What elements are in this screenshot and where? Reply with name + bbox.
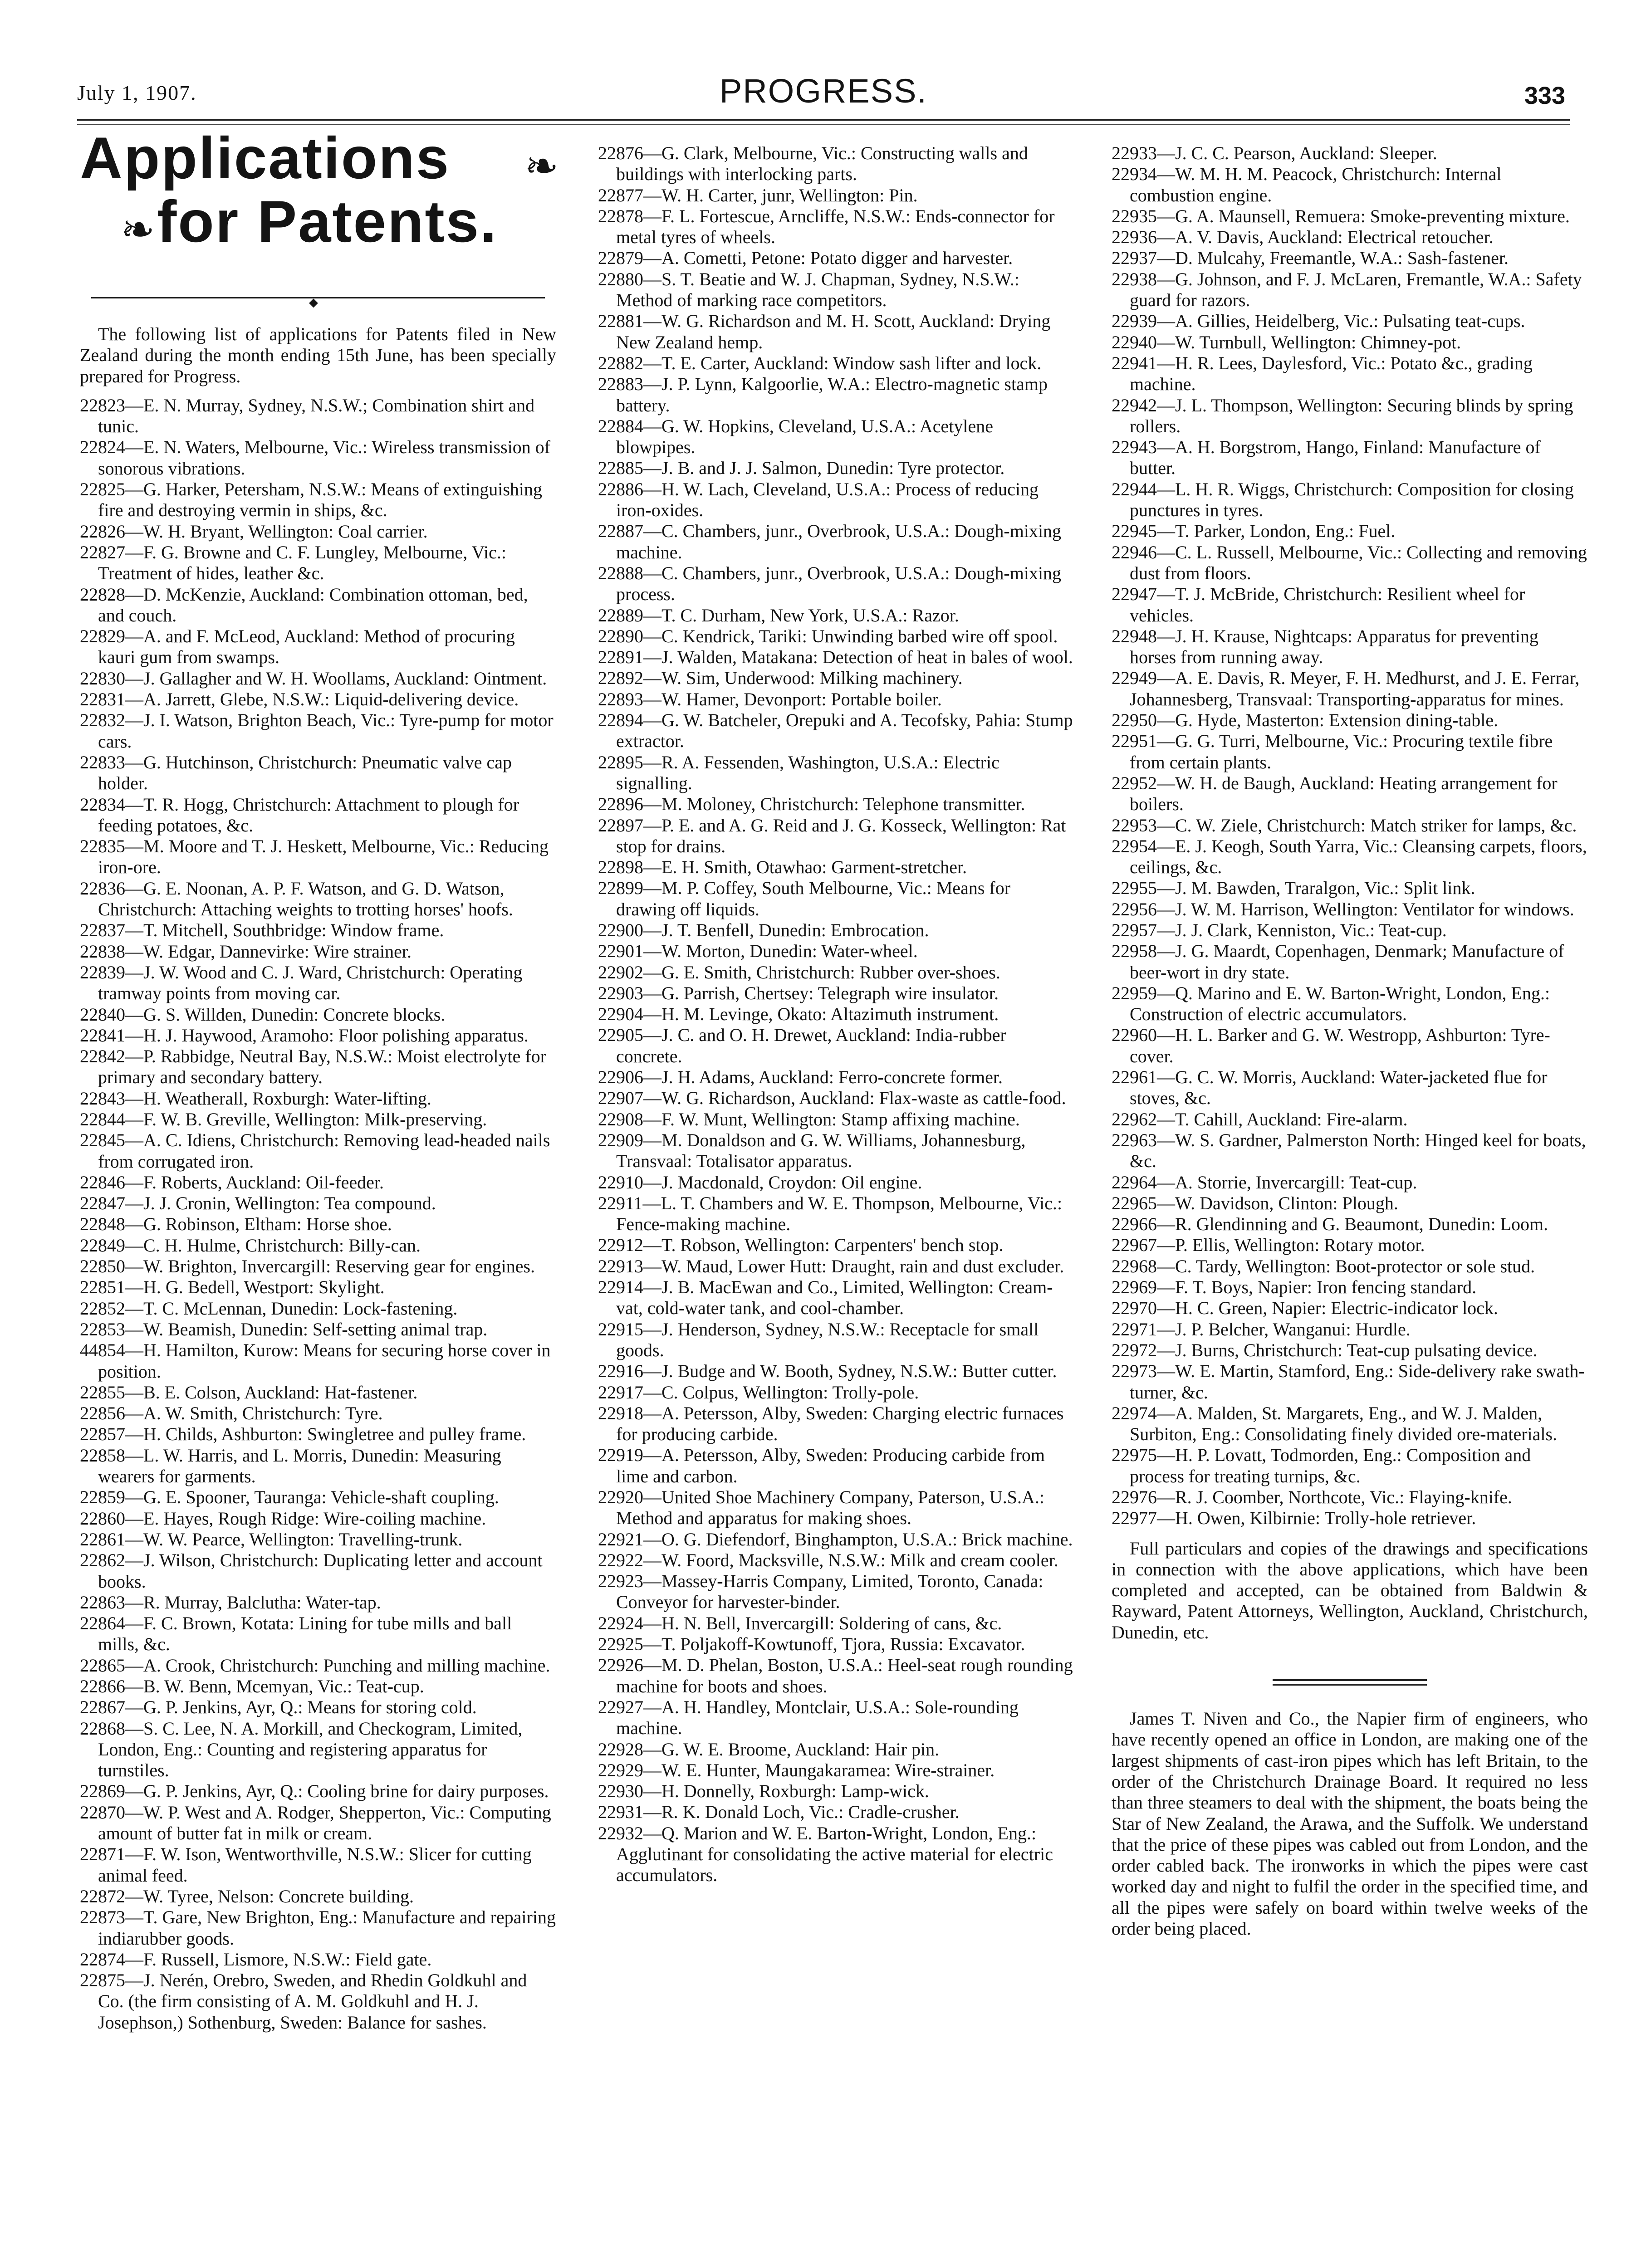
patent-entry: 22826—W. H. Bryant, Wellington: Coal carrier. bbox=[80, 521, 428, 542]
patent-entry: 22954—E. J. Keogh, South Yarra, Vic.: Cleansing carpets, floors, ceilings, &c. bbox=[1112, 836, 1587, 878]
patent-entry: 22895—R. A. Fessenden, Washington, U.S.A.: Electric signalling. bbox=[598, 752, 999, 793]
patent-entry: 22892—W. Sim, Underwood: Milking machinery. bbox=[598, 668, 963, 689]
patent-entry: 22830—J. Gallagher and W. H. Woollams, Auckland: Ointment. bbox=[80, 668, 547, 689]
patent-entry: 22963—W. S. Gardner, Palmerston North: Hinged keel for boats, &c. bbox=[1112, 1129, 1586, 1172]
patent-entry: 22898—E. H. Smith, Otawhao: Garment-stretcher. bbox=[598, 857, 967, 878]
patent-entry: 22886—H. W. Lach, Cleveland, U.S.A.: Process of reducing iron-oxides. bbox=[598, 479, 1039, 521]
patent-entry: 22824—E. N. Waters, Melbourne, Vic.: Wireless transmission of sonorous vibrations. bbox=[80, 437, 551, 479]
patent-entry: 22910—J. Macdonald, Croydon: Oil engine. bbox=[598, 1172, 922, 1193]
patent-entry: 22885—J. B. and J. J. Salmon, Dunedin: Tyre protector. bbox=[598, 458, 1005, 479]
patent-entry: 22904—H. M. Levinge, Okato: Altazimuth instrument. bbox=[598, 1004, 999, 1025]
patent-entry: 22966—R. Glendinning and G. Beaumont, Dunedin: Loom. bbox=[1112, 1214, 1548, 1235]
patent-entry: 22853—W. Beamish, Dunedin: Self-setting animal trap. bbox=[80, 1319, 488, 1339]
patent-entry: 22887—C. Chambers, junr., Overbrook, U.S.A.: Dough-mixing machine. bbox=[598, 521, 1062, 562]
patent-list-col3 bbox=[1112, 143, 1588, 1529]
patent-entry: 22919—A. Petersson, Alby, Sweden: Producing carbide from lime and carbon. bbox=[598, 1445, 1045, 1486]
patent-entry: 22935—G. A. Maunsell, Remuera: Smoke-preventing mixture. bbox=[1112, 205, 1570, 226]
patent-entry: 22847—J. J. Cronin, Wellington: Tea compound. bbox=[80, 1193, 436, 1214]
patent-entry: 22896—M. Moloney, Christchurch: Telephone transmitter. bbox=[598, 794, 1025, 815]
patent-entry: 22926—M. D. Phelan, Boston, U.S.A.: Heel-seat rough rounding machine for boots and shoes. bbox=[598, 1655, 1073, 1696]
patent-entry: 22842—P. Rabbidge, Neutral Bay, N.S.W.: Moist electrolyte for primary and secondary battery. bbox=[80, 1046, 547, 1088]
patent-entry: 22940—W. Turnbull, Wellington: Chimney-pot. bbox=[1112, 332, 1461, 352]
patent-entry: 22859—G. E. Spooner, Tauranga: Vehicle-shaft coupling. bbox=[80, 1487, 499, 1508]
news-item: James T. Niven and Co., the Napier firm of engineers, who have recently opened an office in London, are making one of the largest shipments of cast-iron pipes which has left Britain, to the order of the Christchurch Drainage Board. It required no less than three steamers to deal with the shipment, the boats being the Star of New Zealand, the Arawa, and the Suffolk. We understand that the price of these pipes was cabled out from London, and the order cabled back. The ironworks in which the pipes were cast worked day and night to fulfil the order in the specified time, and all the pipes were safely on board within twelve weeks of the order being placed. bbox=[1112, 1708, 1588, 1939]
patent-entry: 22914—J. B. MacEwan and Co., Limited, Wellington: Cream-vat, cold-water tank, and cool-chamber. bbox=[598, 1277, 1053, 1319]
section-divider bbox=[1273, 1679, 1427, 1686]
patent-entry: 22900—J. T. Benfell, Dunedin: Embrocation. bbox=[598, 919, 929, 940]
patent-entry: 22871—F. W. Ison, Wentworthville, N.S.W.: Slicer for cutting animal feed. bbox=[80, 1844, 532, 1886]
patent-entry: 22860—E. Hayes, Rough Ridge: Wire-coiling machine. bbox=[80, 1508, 486, 1529]
patent-entry: 22934—W. M. H. M. Peacock, Christchurch: Internal combustion engine. bbox=[1112, 164, 1502, 205]
patent-entry: 22961—G. C. W. Morris, Auckland: Water-jacketed flue for stoves, &c. bbox=[1112, 1067, 1548, 1109]
patent-entry: 22951—G. G. Turri, Melbourne, Vic.: Procuring textile fibre from certain plants. bbox=[1112, 731, 1553, 772]
patent-entry: 22906—J. H. Adams, Auckland: Ferro-concrete former. bbox=[598, 1067, 1003, 1088]
patent-entry: 22835—M. Moore and T. J. Heskett, Melbourne, Vic.: Reducing iron-ore. bbox=[80, 836, 549, 878]
publication-title: PROGRESS. bbox=[720, 72, 927, 110]
patent-entry: 22882—T. E. Carter, Auckland: Window sash lifter and lock. bbox=[598, 352, 1042, 373]
patent-entry: 22930—H. Donnelly, Roxburgh: Lamp-wick. bbox=[598, 1781, 929, 1802]
patent-entry: 22852—T. C. McLennan, Dunedin: Lock-fastening. bbox=[80, 1298, 458, 1319]
patent-entry: 22942—J. L. Thompson, Wellington: Securing blinds by spring rollers. bbox=[1112, 395, 1573, 436]
patent-entry: 22955—J. M. Bawden, Traralgon, Vic.: Split link. bbox=[1112, 878, 1475, 899]
patent-entry: 22880—S. T. Beatie and W. J. Chapman, Sydney, N.S.W.: Method of marking race competitors. bbox=[598, 269, 1019, 311]
patent-entry: 22918—A. Petersson, Alby, Sweden: Charging electric furnaces for producing carbide. bbox=[598, 1403, 1064, 1445]
patent-entry: 22834—T. R. Hogg, Christchurch: Attachment to plough for feeding potatoes, &c. bbox=[80, 794, 519, 836]
patent-entry: 22925—T. Poljakoff-Kowtunoff, Tjora, Russia: Excavator. bbox=[598, 1634, 1025, 1655]
patent-entry: 22946—C. L. Russell, Melbourne, Vic.: Collecting and removing dust from floors. bbox=[1112, 542, 1587, 583]
patent-entry: 22857—H. Childs, Ashburton: Swingletree and pulley frame. bbox=[80, 1424, 526, 1445]
patent-entry: 22890—C. Kendrick, Tariki: Unwinding barbed wire off spool. bbox=[598, 626, 1058, 646]
patent-entry: 22883—J. P. Lynn, Kalgoorlie, W.A.: Electro-magnetic stamp battery. bbox=[598, 374, 1048, 415]
patent-entry: 22902—G. E. Smith, Christchurch: Rubber over-shoes. bbox=[598, 962, 1000, 982]
patent-entry: 22893—W. Hamer, Devonport: Portable boiler. bbox=[598, 689, 942, 709]
patent-entry: 22869—G. P. Jenkins, Ayr, Q.: Cooling brine for dairy purposes. bbox=[80, 1781, 549, 1802]
patent-list-col1 bbox=[80, 395, 556, 2033]
patent-entry: 22874—F. Russell, Lismore, N.S.W.: Field gate. bbox=[80, 1949, 432, 1970]
patent-entry: 22867—G. P. Jenkins, Ayr, Q.: Means for storing cold. bbox=[80, 1697, 477, 1718]
patent-entry: 22878—F. L. Fortescue, Arncliffe, N.S.W.: Ends-connector for metal tyres of wheels. bbox=[598, 205, 1055, 248]
patent-entry: 22836—G. E. Noonan, A. P. F. Watson, and G. D. Watson, Christchurch: Attaching weights to trotting horses' hoofs. bbox=[80, 878, 513, 920]
patent-entry: 22905—J. C. and O. H. Drewet, Auckland: India-rubber concrete. bbox=[598, 1025, 1006, 1066]
patent-entry: 22932—Q. Marion and W. E. Barton-Wright, London, Eng.: Agglutinant for consolidating the active material for electric accumulators. bbox=[598, 1823, 1053, 1886]
patent-entry: 22861—W. W. Pearce, Wellington: Travelling-trunk. bbox=[80, 1529, 463, 1549]
patent-entry: 22897—P. E. and A. G. Reid and J. G. Kosseck, Wellington: Rat stop for drains. bbox=[598, 815, 1066, 856]
patent-entry: 22947—T. J. McBride, Christchurch: Resilient wheel for vehicles. bbox=[1112, 584, 1525, 626]
patent-entry: 22959—Q. Marino and E. W. Barton-Wright, London, Eng.: Construction of electric accumulators. bbox=[1112, 982, 1550, 1025]
patent-entry: 22970—H. C. Green, Napier: Electric-indicator lock. bbox=[1112, 1298, 1498, 1319]
patent-entry: 22964—A. Storrie, Invercargill: Teat-cup. bbox=[1112, 1172, 1417, 1193]
patent-entry: 22975—H. P. Lovatt, Todmorden, Eng.: Composition and process for treating turnips, &c. bbox=[1112, 1445, 1531, 1486]
patent-entry: 22899—M. P. Coffey, South Melbourne, Vic.: Means for drawing off liquids. bbox=[598, 878, 1011, 919]
patent-entry: 22965—W. Davidson, Clinton: Plough. bbox=[1112, 1193, 1398, 1213]
patent-entry: 22829—A. and F. McLeod, Auckland: Method of procuring kauri gum from swamps. bbox=[80, 626, 515, 668]
patent-entry: 22967—P. Ellis, Wellington: Rotary motor. bbox=[1112, 1235, 1425, 1256]
patent-entry: 22913—W. Maud, Lower Hutt: Draught, rain and dust excluder. bbox=[598, 1256, 1064, 1276]
patent-entry: 22922—W. Foord, Macksville, N.S.W.: Milk and cream cooler. bbox=[598, 1549, 1058, 1570]
patent-entry: 22952—W. H. de Baugh, Auckland: Heating arrangement for boilers. bbox=[1112, 772, 1558, 815]
patent-entry: 22936—A. V. Davis, Auckland: Electrical retoucher. bbox=[1112, 227, 1494, 248]
patent-entry: 22828—D. McKenzie, Auckland: Combination ottoman, bed, and couch. bbox=[80, 584, 528, 626]
patent-entry: 22941—H. R. Lees, Daylesford, Vic.: Potato &c., grading machine. bbox=[1112, 352, 1533, 395]
patent-entry: 22929—W. E. Hunter, Maungakaramea: Wire-strainer. bbox=[598, 1760, 995, 1780]
patent-list-col2 bbox=[598, 143, 1074, 1886]
patent-entry: 22915—J. Henderson, Sydney, N.S.W.: Receptacle for small goods. bbox=[598, 1319, 1039, 1360]
patent-entry: 22858—L. W. Harris, and L. Morris, Dunedin: Measuring wearers for garments. bbox=[80, 1445, 501, 1487]
patent-entry: 22974—A. Malden, St. Margarets, Eng., and W. J. Malden, Surbiton, Eng.: Consolidating finely divided ore-materials. bbox=[1112, 1403, 1558, 1445]
patent-entry: 22873—T. Gare, New Brighton, Eng.: Manufacture and repairing indiarubber goods. bbox=[80, 1907, 556, 1949]
diamond-ornament-icon: ◆ bbox=[309, 296, 318, 309]
patent-entry: 22950—G. Hyde, Masterton: Extension dining-table. bbox=[1112, 710, 1499, 731]
leaf-ornament-icon: ❧ bbox=[524, 144, 559, 189]
patent-entry: 22956—J. W. M. Harrison, Wellington: Ventilator for windows. bbox=[1112, 899, 1574, 919]
patent-entry: 22958—J. G. Maardt, Copenhagen, Denmark; Manufacture of beer-wort in dry state. bbox=[1112, 941, 1564, 982]
patent-entry: 22877—W. H. Carter, junr, Wellington: Pin. bbox=[598, 185, 918, 205]
patent-entry: 22845—A. C. Idiens, Christchurch: Removing lead-headed nails from corrugated iron. bbox=[80, 1130, 550, 1172]
patent-entry: 22927—A. H. Handley, Montclair, U.S.A.: Sole-rounding machine. bbox=[598, 1696, 1019, 1739]
patent-entry: 22862—J. Wilson, Christchurch: Duplicating letter and account books. bbox=[80, 1550, 543, 1592]
patent-entry: 22933—J. C. C. Pearson, Auckland: Sleeper. bbox=[1112, 143, 1437, 163]
column-3 bbox=[1112, 143, 1588, 1957]
patent-entry: 22917—C. Colpus, Wellington: Trolly-pole. bbox=[598, 1382, 919, 1403]
patent-entry: 22875—J. Nerén, Orebro, Sweden, and Rhedin Goldkuhl and Co. (the firm consisting of A. M. Goldkuhl and H. J. Josephson,) Sothenburg, Sweden: Balance for sashes. bbox=[80, 1970, 527, 2033]
patent-entry: 22891—J. Walden, Matakana: Detection of heat in bales of wool. bbox=[598, 647, 1073, 668]
patent-entry: 22953—C. W. Ziele, Christchurch: Match striker for lamps, &c. bbox=[1112, 815, 1577, 836]
patent-entry: 22863—R. Murray, Balclutha: Water-tap. bbox=[80, 1592, 381, 1613]
patent-entry: 22920—United Shoe Machinery Company, Paterson, U.S.A.: Method and apparatus for making shoes. bbox=[598, 1487, 1044, 1529]
patent-entry: 22839—J. W. Wood and C. J. Ward, Christchurch: Operating tramway points from moving car. bbox=[80, 962, 523, 1004]
patent-entry: 22923—Massey-Harris Company, Limited, Toronto, Canada: Conveyor for harvester-binder. bbox=[598, 1571, 1043, 1613]
patent-entry: 22848—G. Robinson, Eltham: Horse shoe. bbox=[80, 1214, 392, 1235]
patent-entry: 22876—G. Clark, Melbourne, Vic.: Constructing walls and buildings with interlocking parts. bbox=[598, 143, 1028, 185]
patent-entry: 22901—W. Morton, Dunedin: Water-wheel. bbox=[598, 941, 918, 962]
patent-entry: 22908—F. W. Munt, Wellington: Stamp affixing machine. bbox=[598, 1109, 1020, 1129]
patent-entry: 22938—G. Johnson, and F. J. McLaren, Fremantle, W.A.: Safety guard for razors. bbox=[1112, 269, 1582, 311]
patent-entry: 22855—B. E. Colson, Auckland: Hat-fastener. bbox=[80, 1382, 418, 1403]
patent-entry: 22825—G. Harker, Petersham, N.S.W.: Means of extinguishing fire and destroying vermin in ships, &c. bbox=[80, 479, 543, 521]
article-title bbox=[80, 125, 559, 293]
patent-entry: 22865—A. Crook, Christchurch: Punching and milling machine. bbox=[80, 1655, 550, 1676]
leaf-ornament-icon: ❧ bbox=[121, 208, 155, 253]
patent-entry: 22912—T. Robson, Wellington: Carpenters' bench stop. bbox=[598, 1235, 1004, 1256]
patent-entry: 22831—A. Jarrett, Glebe, N.S.W.: Liquid-delivering device. bbox=[80, 689, 519, 710]
patent-entry: 22939—A. Gillies, Heidelberg, Vic.: Pulsating teat-cups. bbox=[1112, 311, 1525, 332]
article-intro: The following list of applications for Patents filed in New Zealand during the month ending 15th June, has been specially prepared for Progress. bbox=[80, 324, 556, 386]
patent-entry: 22976—R. J. Coomber, Northcote, Vic.: Flaying-knife. bbox=[1112, 1487, 1512, 1507]
patent-entry: 22843—H. Weatherall, Roxburgh: Water-lifting. bbox=[80, 1088, 431, 1109]
patent-entry: 22846—F. Roberts, Auckland: Oil-feeder. bbox=[80, 1172, 384, 1193]
article-title-line-2: for Patents. bbox=[157, 188, 498, 254]
patent-entry: 22916—J. Budge and W. Booth, Sydney, N.S.W.: Butter cutter. bbox=[598, 1361, 1057, 1382]
patent-entry: 22944—L. H. R. Wiggs, Christchurch: Composition for closing punctures in tyres. bbox=[1112, 479, 1574, 521]
patent-entry: 22864—F. C. Brown, Kotata: Lining for tube mills and ball mills, &c. bbox=[80, 1613, 512, 1655]
patent-entry: 22957—J. J. Clark, Kenniston, Vic.: Teat-cup. bbox=[1112, 919, 1447, 940]
patent-entry: 22851—H. G. Bedell, Westport: Skylight. bbox=[80, 1277, 385, 1298]
patent-entry: 22949—A. E. Davis, R. Meyer, F. H. Medhurst, and J. E. Ferrar, Johannesberg, Transvaal: Transporting-apparatus for mines. bbox=[1112, 668, 1580, 709]
patent-entry: 22838—W. Edgar, Dannevirke: Wire strainer. bbox=[80, 941, 412, 962]
patent-entry: 22960—H. L. Barker and G. W. Westropp, Ashburton: Tyre-cover. bbox=[1112, 1025, 1550, 1066]
column-1 bbox=[80, 125, 559, 2033]
patent-entry: 22856—A. W. Smith, Christchurch: Tyre. bbox=[80, 1403, 383, 1424]
page-header bbox=[77, 68, 1570, 118]
patent-entry: 22972—J. Burns, Christchurch: Teat-cup pulsating device. bbox=[1112, 1339, 1538, 1360]
patent-entry: 22931—R. K. Donald Loch, Vic.: Cradle-crusher. bbox=[598, 1802, 960, 1823]
patent-entry: 22850—W. Brighton, Invercargill: Reserving gear for engines. bbox=[80, 1256, 535, 1277]
page-number: 333 bbox=[1524, 82, 1565, 109]
patent-entry: 22832—J. I. Watson, Brighton Beach, Vic.: Tyre-pump for motor cars. bbox=[80, 710, 554, 752]
patent-entry: 22881—W. G. Richardson and M. H. Scott, Auckland: Drying New Zealand hemp. bbox=[598, 311, 1051, 352]
patent-entry: 22872—W. Tyree, Nelson: Concrete building. bbox=[80, 1886, 414, 1906]
patent-entry: 22841—H. J. Haywood, Aramoho: Floor polishing apparatus. bbox=[80, 1025, 529, 1046]
patent-entry: 22868—S. C. Lee, N. A. Morkill, and Checkogram, Limited, London, Eng.: Counting and registering apparatus for turnstiles. bbox=[80, 1718, 523, 1781]
column-2 bbox=[598, 143, 1074, 1886]
patent-entry: 22928—G. W. E. Broome, Auckland: Hair pin. bbox=[598, 1739, 940, 1760]
patent-entry: 22844—F. W. B. Greville, Wellington: Milk-preserving. bbox=[80, 1109, 487, 1129]
patent-entry: 22969—F. T. Boys, Napier: Iron fencing standard. bbox=[1112, 1277, 1477, 1298]
patent-entry: 22973—W. E. Martin, Stamford, Eng.: Side-delivery rake swath-turner, &c. bbox=[1112, 1361, 1585, 1403]
patent-entry: 22888—C. Chambers, junr., Overbrook, U.S.A.: Dough-mixing process. bbox=[598, 562, 1062, 605]
title-divider bbox=[91, 297, 545, 308]
patent-entry: 22971—J. P. Belcher, Wanganui: Hurdle. bbox=[1112, 1319, 1411, 1339]
patent-entry: 22924—H. N. Bell, Invercargill: Soldering of cans, &c. bbox=[598, 1613, 1002, 1633]
patent-entry: 22889—T. C. Durham, New York, U.S.A.: Razor. bbox=[598, 605, 959, 626]
issue-date: July 1, 1907. bbox=[77, 81, 197, 104]
patent-entry: 22911—L. T. Chambers and W. E. Thompson, Melbourne, Vic.: Fence-making machine. bbox=[598, 1193, 1063, 1235]
patent-entry: 22866—B. W. Benn, Mcemyan, Vic.: Teat-cup. bbox=[80, 1676, 424, 1696]
patent-entry: 22870—W. P. West and A. Rodger, Shepperton, Vic.: Computing amount of butter fat in milk or cream. bbox=[80, 1802, 551, 1844]
patent-entry: 44854—H. Hamilton, Kurow: Means for securing horse cover in position. bbox=[80, 1340, 551, 1382]
patent-entry: 22921—O. G. Diefendorf, Binghampton, U.S.A.: Brick machine. bbox=[598, 1529, 1073, 1549]
patent-entry: 22937—D. Mulcahy, Freemantle, W.A.: Sash-fastener. bbox=[1112, 248, 1509, 269]
patent-entry: 22849—C. H. Hulme, Christchurch: Billy-can. bbox=[80, 1235, 421, 1256]
patent-entry: 22903—G. Parrish, Chertsey: Telegraph wire insulator. bbox=[598, 982, 999, 1003]
article-title-line-1: Applications bbox=[80, 125, 451, 191]
patent-entry: 22823—E. N. Murray, Sydney, N.S.W.; Combination shirt and tunic. bbox=[80, 395, 535, 437]
patent-entry: 22833—G. Hutchinson, Christchurch: Pneumatic valve cap holder. bbox=[80, 752, 512, 794]
patent-entry: 22977—H. Owen, Kilbirnie: Trolly-hole retriever. bbox=[1112, 1508, 1476, 1529]
patent-entry: 22907—W. G. Richardson, Auckland: Flax-waste as cattle-food. bbox=[598, 1088, 1066, 1109]
patent-entry: 22840—G. S. Willden, Dunedin: Concrete blocks. bbox=[80, 1004, 446, 1025]
patent-entry: 22968—C. Tardy, Wellington: Boot-protector or sole stud. bbox=[1112, 1256, 1535, 1276]
patent-entry: 22879—A. Cometti, Petone: Potato digger and harvester. bbox=[598, 248, 1013, 269]
patent-entry: 22884—G. W. Hopkins, Cleveland, U.S.A.: Acetylene blowpipes. bbox=[598, 415, 994, 458]
patent-entry: 22894—G. W. Batcheler, Orepuki and A. Tecofsky, Pahia: Stump extractor. bbox=[598, 710, 1073, 752]
patent-entry: 22837—T. Mitchell, Southbridge: Window frame. bbox=[80, 920, 444, 941]
patent-entry: 22827—F. G. Browne and C. F. Lungley, Melbourne, Vic.: Treatment of hides, leather &c. bbox=[80, 542, 506, 584]
patent-entry: 22945—T. Parker, London, Eng.: Fuel. bbox=[1112, 521, 1396, 542]
patent-entry: 22962—T. Cahill, Auckland: Fire-alarm. bbox=[1112, 1109, 1408, 1129]
header-rule bbox=[77, 119, 1570, 121]
patent-entry: 22948—J. H. Krause, Nightcaps: Apparatus for preventing horses from running away. bbox=[1112, 626, 1538, 668]
patent-footer-note: Full particulars and copies of the drawings and specifications in connection with the above applications, which have been completed and accepted, can be obtained from Baldwin & Rayward, Patent Attorneys, Wellington, Auckland, Christchurch, Dunedin, etc. bbox=[1112, 1538, 1588, 1642]
patent-entry: 22909—M. Donaldson and G. W. Williams, Johannesburg, Transvaal: Totalisator apparatus. bbox=[598, 1129, 1026, 1172]
patent-entry: 22943—A. H. Borgstrom, Hango, Finland: Manufacture of butter. bbox=[1112, 437, 1541, 479]
